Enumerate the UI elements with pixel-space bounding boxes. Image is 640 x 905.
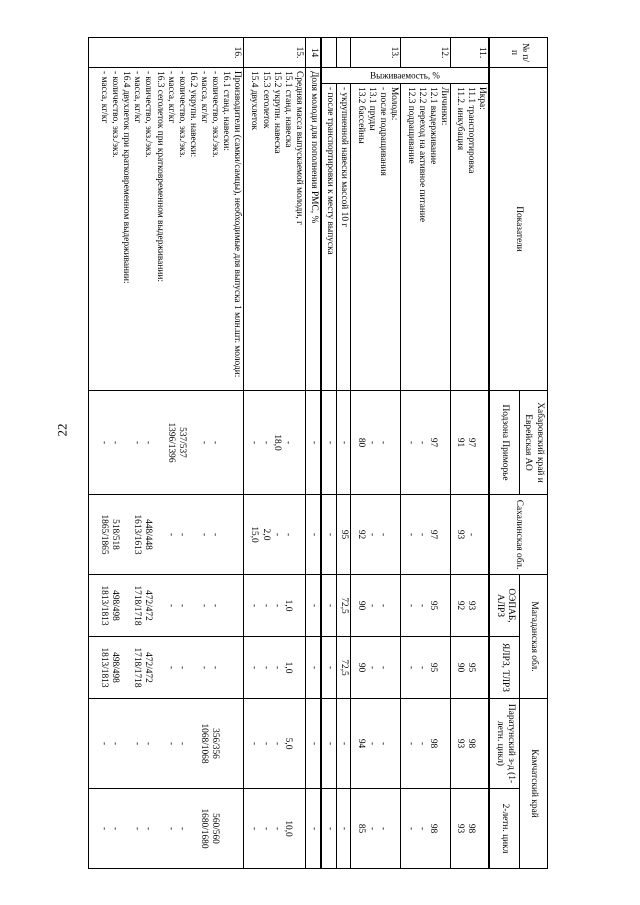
cell-oepab: 93 92 [451,575,490,637]
table-row [321,38,336,869]
row-indicator: - укрупненной навески массой 10 г [336,84,351,391]
survival-side-label-cell [321,68,490,84]
cell-sakhalin: - [305,495,320,575]
cell-paratunsky: - - 94 [351,699,401,789]
cell-yalrz: - [321,637,336,699]
cell-two-year: - - 85 [351,789,401,869]
column-header-kamchatka: Камчатский край [520,699,548,869]
survival-side-label: Выживаемость, % [370,70,440,81]
cell-yalrz: 95 90 [451,637,490,699]
row-indicator: Личинки: 12.1 выдерживание 12.2 переход на активное питание 12.3 подращивание [401,84,451,391]
cell-paratunsky: 356/356 1068/1068 - - - - - - [89,699,244,789]
row-number [321,38,336,68]
fish-hatchery-table [88,37,548,869]
row-number: 16. [89,38,244,68]
cell-primorye: - [321,391,336,495]
cell-primorye: - [336,391,351,495]
cell-sakhalin: - [321,495,336,575]
column-header-sakhalin: Сахалинская обл. [490,495,548,575]
cell-sakhalin: - - 92 [351,495,401,575]
row-indicator: Молодь: - после подращивания 13.1 пруды 13.2 бассейны [351,84,401,391]
cell-paratunsky: - [305,699,320,789]
table-row [351,38,401,869]
table-row [305,38,320,869]
cell-primorye: - - 537/537 1396/1396 - - - - [89,391,244,495]
column-header-indicators: Показатели [490,68,548,391]
cell-oepab: - - 90 [351,575,401,637]
column-header-magadan: Магаданская обл. [520,575,548,699]
cell-primorye: 97 - - [401,391,451,495]
row-number: 13. [351,38,401,68]
cell-sakhalin: - - - - 448/448 1613/1613 518/518 1865/1865 [89,495,244,575]
subheader-oepab: ОЭПАБ, АЛРЗ [490,575,520,637]
cell-paratunsky: - [321,699,336,789]
cell-two-year: 10,0 - - - [244,789,306,869]
column-header-no: № п/п [490,38,548,68]
row-indicator: Производители (самки/самцы), необходимые для выпуска 1 млн.шт. молоди: 16.1 станд. навески: - количество, экз./экз. - масса, кг/кг 16.2 укрупн. навески: - количество, экз./экз. - масса, кг/кг 16.3 сеголеток при кратковременном выдерживании: - количество, экз./экз. - масса, кг/кг 16.4 двухлеток при кратковременном выдерживании: - количество, экз./экз. - масса, кг/кг [89,68,244,391]
cell-paratunsky: 5,0 - - - [244,699,306,789]
cell-oepab: - - - - 472/472 1718/1718 498/498 1813/1813 [89,575,244,637]
cell-two-year: - [305,789,320,869]
row-indicator: Средняя масса выпускаемой молоди, г 15.1 станд. навеска 15.2 укрупн. навеска 15.3 сеголеток 15.4 двухлеток [244,68,306,391]
cell-yalrz: 72,5 [336,637,351,699]
cell-oepab: 95 - - [401,575,451,637]
subheader-paratunsky: Паратунский з-д (1-летн. цикл) [490,699,520,789]
subheader-primorye: Подзона Приморье [490,391,520,495]
row-number: 11. [451,38,490,68]
cell-yalrz: 95 - - [401,637,451,699]
table-row [401,38,451,869]
cell-yalrz: - [305,637,320,699]
subheader-yalrz: ЯЛРЗ, ТЛРЗ [490,637,520,699]
row-number [336,38,351,68]
cell-two-year: - [321,789,336,869]
cell-two-year: 560/560 1680/1680 - - - - - - [89,789,244,869]
row-number: 12. [401,38,451,68]
table-row [244,38,306,869]
cell-oepab: - [305,575,320,637]
cell-paratunsky: - [336,699,351,789]
row-number: 14 [305,38,320,68]
cell-two-year: - [336,789,351,869]
cell-yalrz: - - 90 [351,637,401,699]
cell-two-year: 98 - - [401,789,451,869]
cell-oepab: 1,0 - - - [244,575,306,637]
row-indicator: Доля молоди для пополнения РМС, % [305,68,320,391]
subheader-two-year: 2-летн. цикл [490,789,520,869]
table-row [89,38,244,869]
cell-primorye: - 18,0 - - [244,391,306,495]
cell-sakhalin: - - 2,0 15,0 [244,495,306,575]
cell-primorye: 97 91 [451,391,490,495]
cell-paratunsky: 98 - - [401,699,451,789]
table-row [336,38,351,869]
cell-sakhalin: - 93 [451,495,490,575]
cell-paratunsky: 98 93 [451,699,490,789]
cell-sakhalin: 97 - - [401,495,451,575]
row-indicator: - после транспортировки к месту выпуска [321,84,336,391]
row-number: 15. [244,38,306,68]
column-header-khabarovsk: Хабаровский край и Еврейская АО [520,391,548,495]
cell-oepab: 72,5 [336,575,351,637]
cell-yalrz: 1,0 - - - [244,637,306,699]
cell-primorye: - - 80 [351,391,401,495]
cell-sakhalin: 95 [336,495,351,575]
row-indicator: Икра: 11.1 транспортировка 11.2. инкубация [451,84,490,391]
cell-two-year: 98 93 [451,789,490,869]
cell-yalrz: - - - - 472/472 1718/1718 498/498 1813/1813 [89,637,244,699]
cell-oepab: - [321,575,336,637]
table-row [451,38,490,869]
page-number: 22 [54,423,70,437]
cell-primorye: - [305,391,320,495]
